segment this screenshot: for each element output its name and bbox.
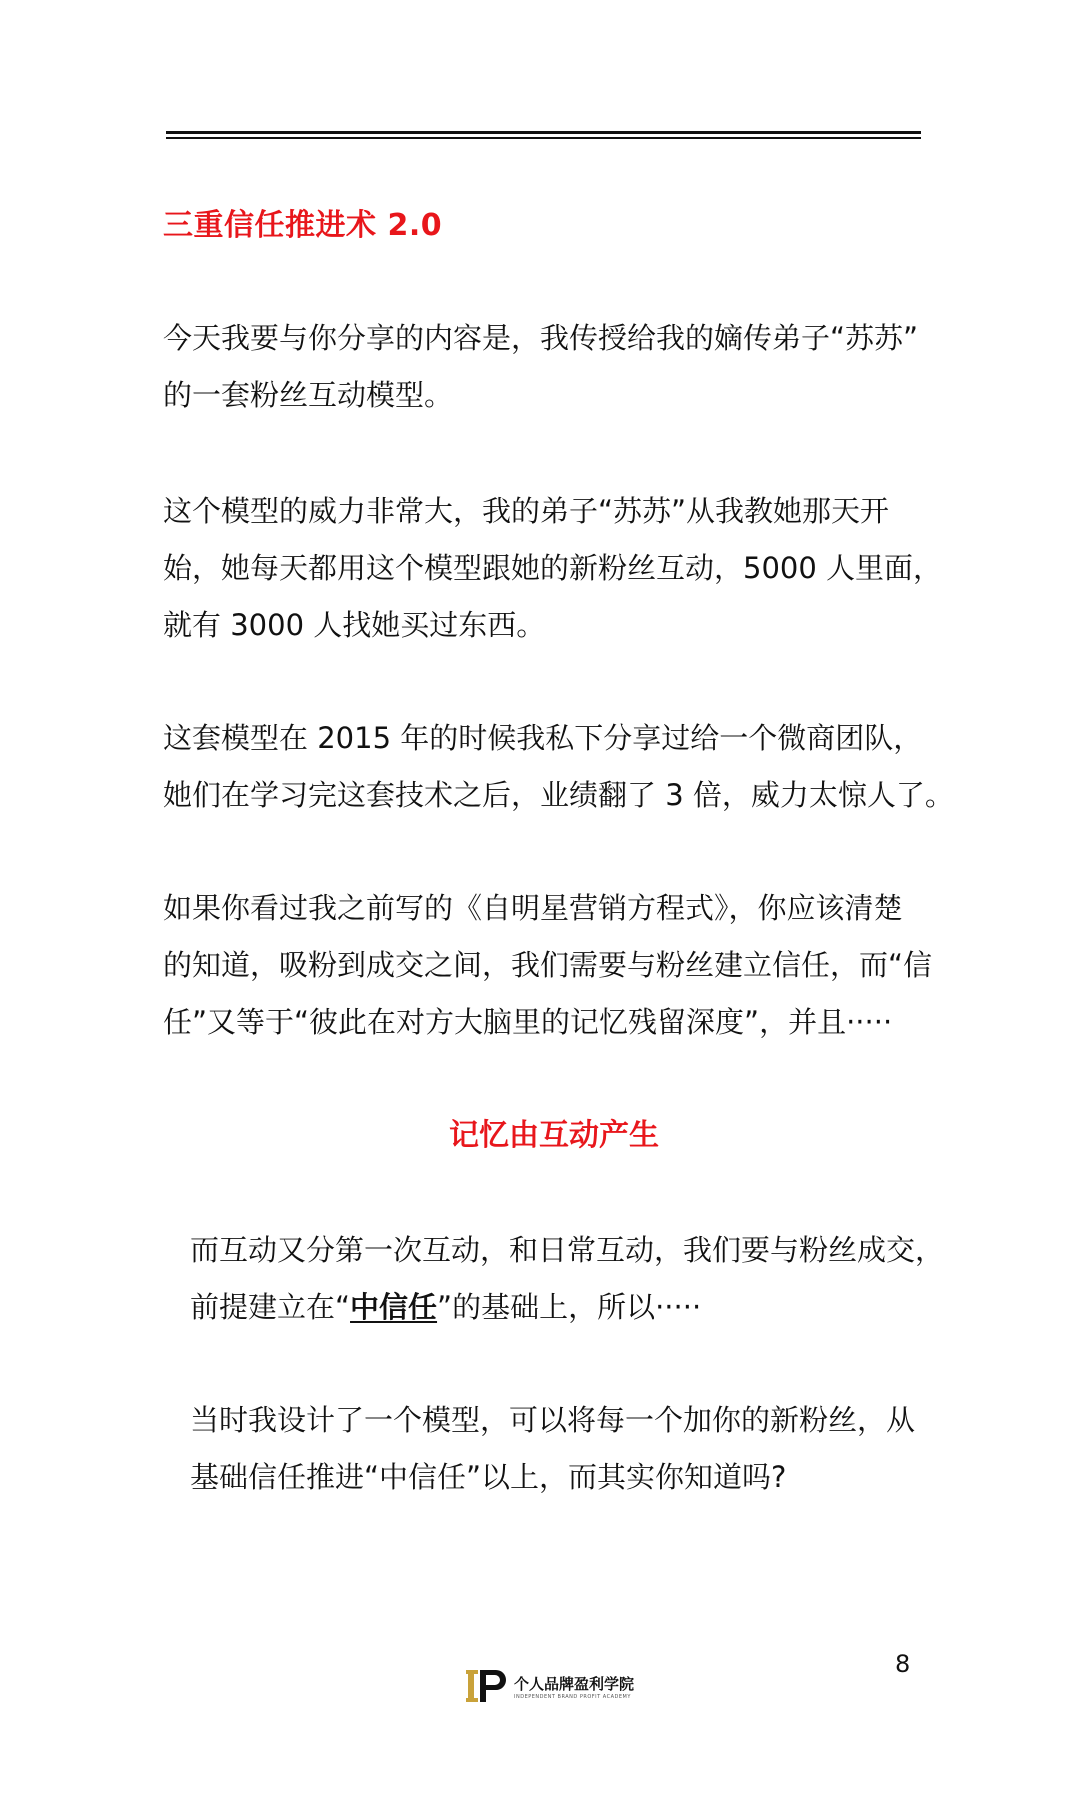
- paragraph-line: 任”又等于“彼此在对方大脑里的记忆残留深度”，并且·····: [163, 1005, 893, 1039]
- paragraph-line: 这套模型在 2015 年的时候我私下分享过给一个微商团队，: [163, 721, 923, 755]
- top-rule: [166, 131, 921, 134]
- paragraph-line: 基础信任推进“中信任”以上，而其实你知道吗?: [190, 1460, 787, 1494]
- paragraph-model: [190, 1392, 950, 1506]
- paragraph-power: [163, 483, 943, 654]
- logo-subtext: INDEPENDENT BRAND PROFIT ACADEMY: [514, 1693, 631, 1700]
- paragraph-line: 如果你看过我之前写的《自明星营销方程式》，你应该清楚: [163, 891, 903, 925]
- paragraph-history: [163, 710, 954, 824]
- paragraph-line: 而互动又分第一次互动，和日常互动，我们要与粉丝成交，: [190, 1233, 945, 1267]
- paragraph-intro: [163, 310, 923, 424]
- text-prefix: 前提建立在“: [190, 1290, 351, 1324]
- paragraph-line: 这个模型的威力非常大，我的弟子“苏苏”从我教她那天开: [163, 494, 890, 528]
- top-rule-thin: [166, 137, 921, 139]
- paragraph-line: 就有 3000 人找她买过东西。: [163, 608, 546, 642]
- paragraph-trust: [163, 880, 933, 1051]
- paragraph-interaction: [190, 1222, 950, 1336]
- paragraph-line: 始，她每天都用这个模型跟她的新粉丝互动，5000 人里面，: [163, 551, 943, 585]
- paragraph-line: 的一套粉丝互动模型。: [163, 378, 454, 412]
- logo-text: 个人品牌盈利学院: [514, 1674, 635, 1693]
- text-suffix: ”的基础上，所以·····: [437, 1290, 702, 1324]
- academy-logo: [466, 1664, 635, 1708]
- highlight-mid-trust: 中信任: [350, 1290, 438, 1324]
- paragraph-line: 今天我要与你分享的内容是，我传授给我的嫡传弟子“苏苏”: [163, 321, 919, 355]
- paragraph-line: 的知道，吸粉到成交之间，我们需要与粉丝建立信任，而“信: [163, 948, 933, 982]
- paragraph-line: 她们在学习完这套技术之后，业绩翻了 3 倍，威力太惊人了。: [163, 778, 954, 812]
- section-heading: 三重信任推进术 2.0: [163, 208, 443, 243]
- page-number: 8: [895, 1650, 911, 1678]
- paragraph-line: [190, 1279, 950, 1336]
- paragraph-line: 当时我设计了一个模型，可以将每一个加你的新粉丝，从: [190, 1403, 916, 1437]
- subheading: 记忆由互动产生: [449, 1118, 659, 1153]
- ip-logo-icon: [466, 1666, 508, 1706]
